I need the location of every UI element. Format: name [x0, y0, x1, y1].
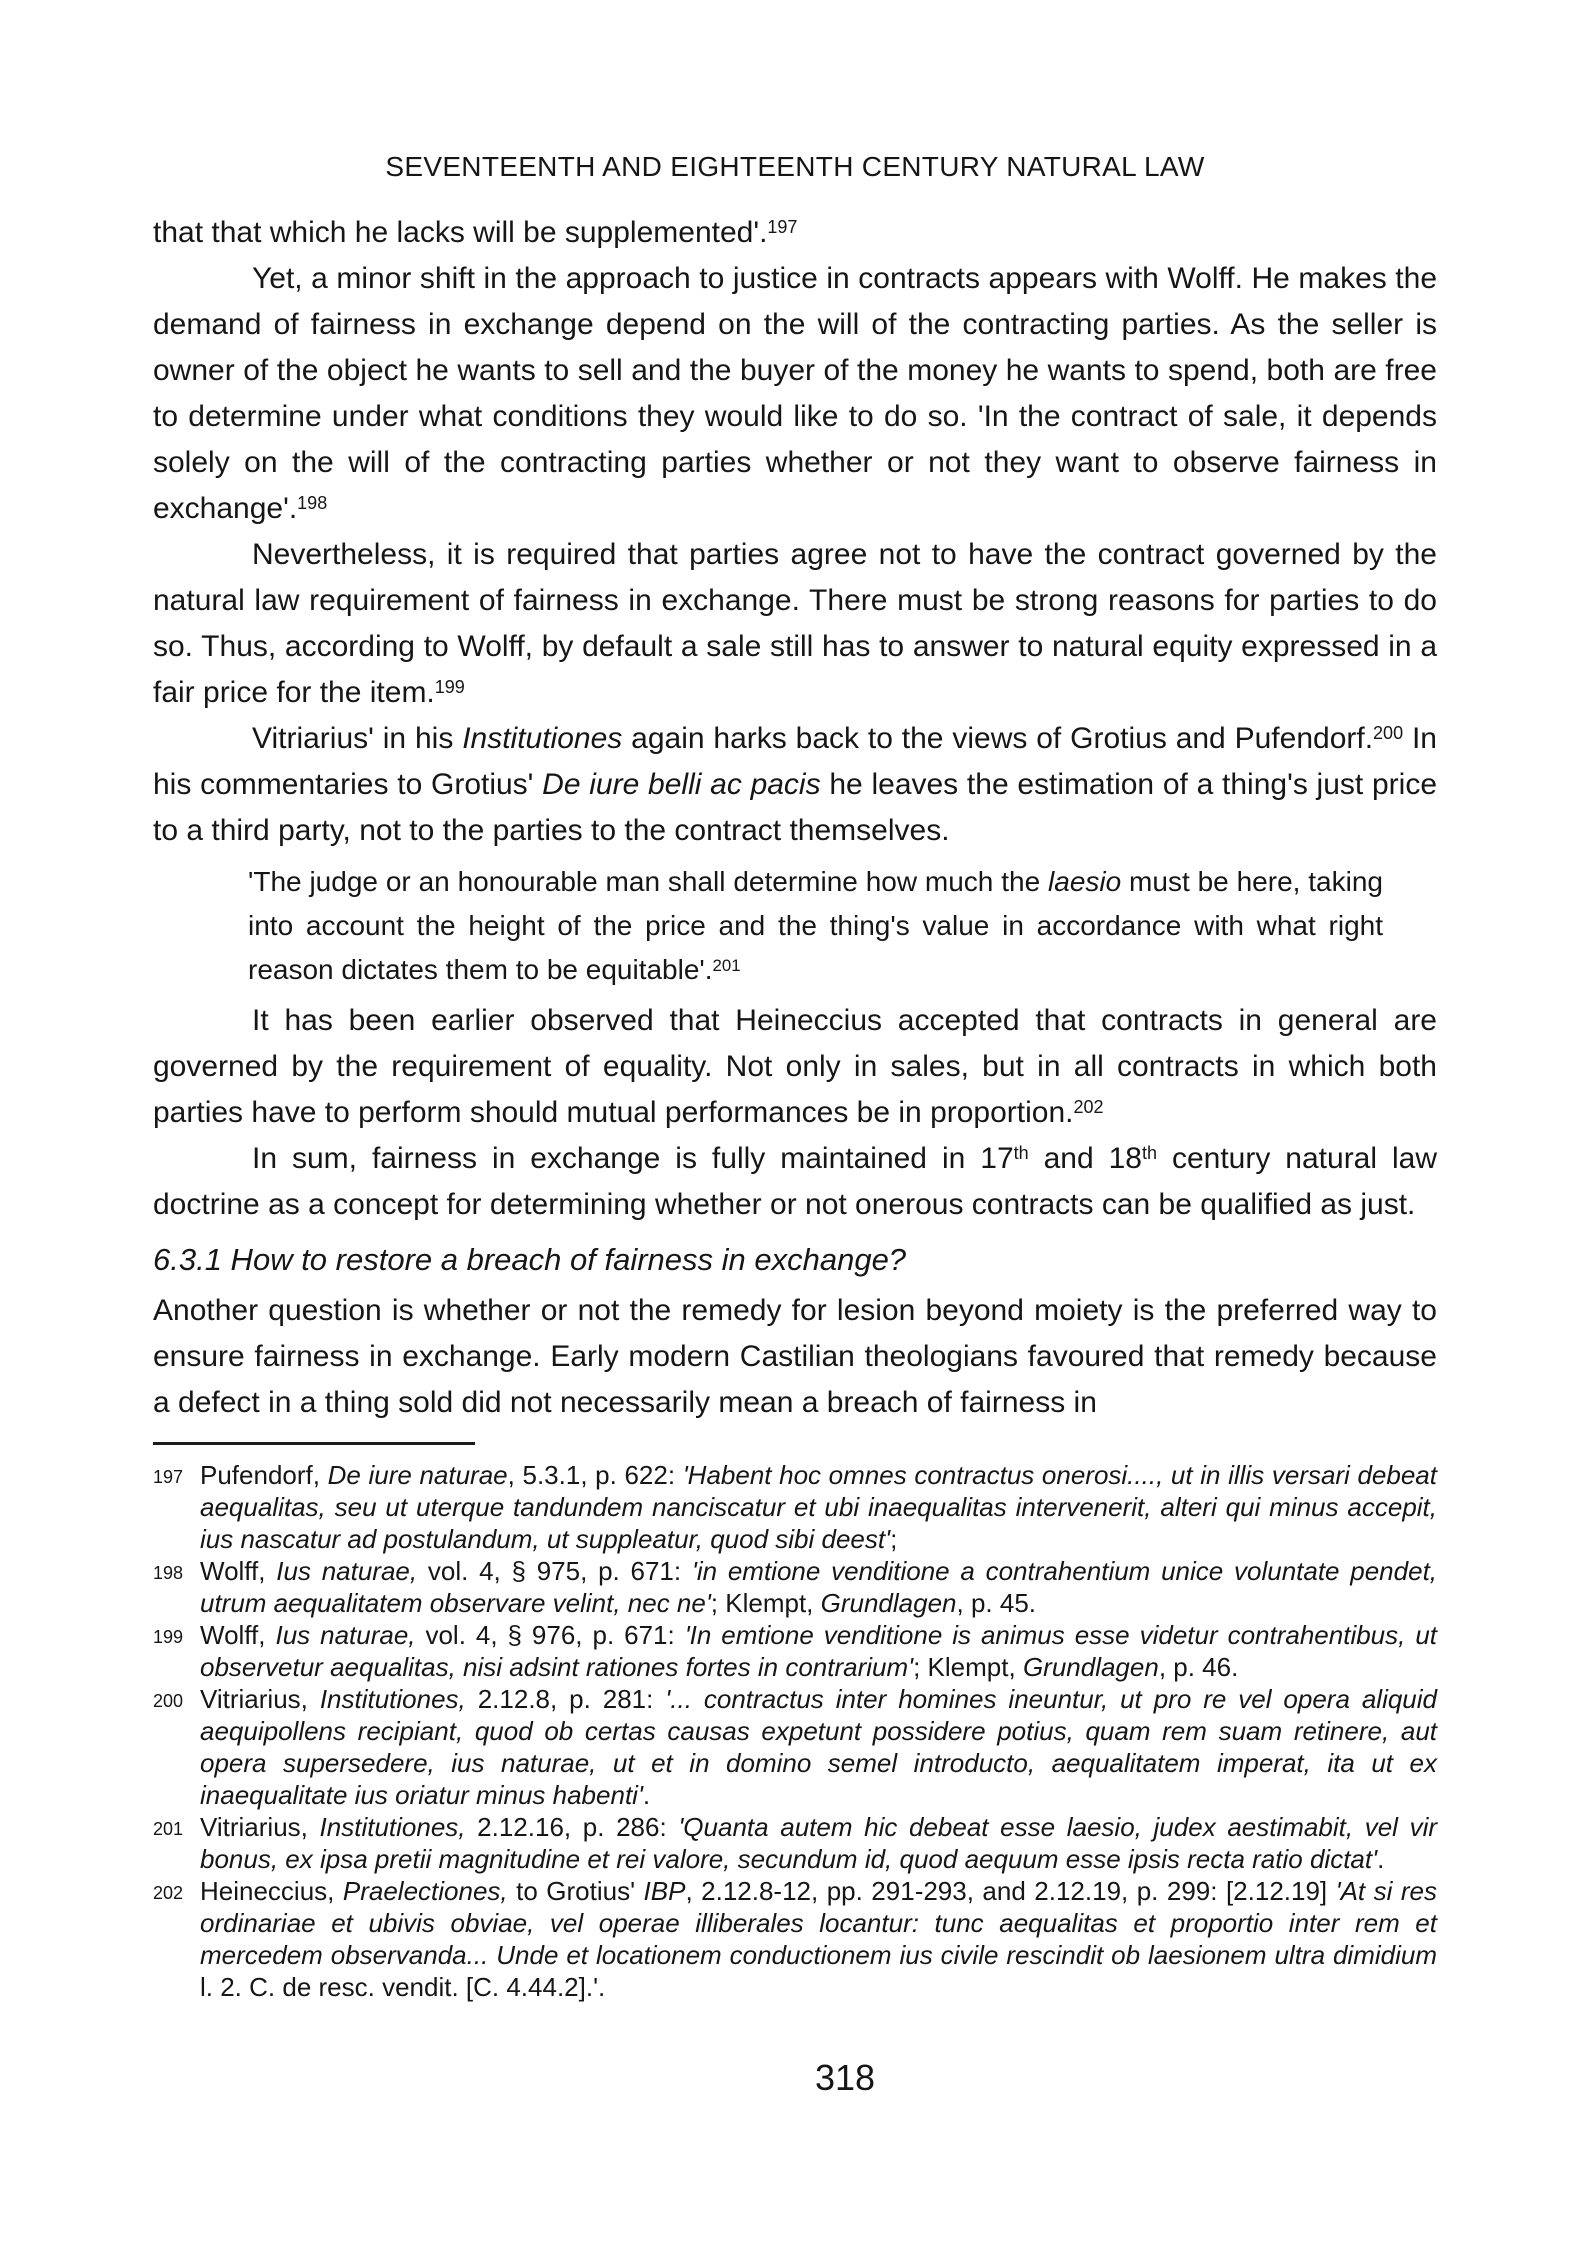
- footnote-text: Wolff, Ius naturae, vol. 4, § 975, p. 671: 'in emtione venditione a contrahentium unice voluntate pendet, utrum aequalitatem observare velint, nec ne'; Klempt, Grundlagen, p. 45.: [200, 1556, 1438, 1618]
- footnote-text: Vitriarius, Institutiones, 2.12.16, p. 286: 'Quanta autem hic debeat esse laesio, judex aestimabit, vel vir bonus, ex ipsa pretii magnitudine et rei valore, secundum id, quod aequum esse ipsis recta ratio dictat'.: [200, 1812, 1438, 1874]
- page-number: 318: [814, 2057, 876, 2098]
- footnotes-list: [153, 1459, 1437, 2003]
- footnote-item: [153, 1459, 1437, 1555]
- footnote-number: 200: [153, 1691, 184, 1711]
- footnote-text: Vitriarius, Institutiones, 2.12.8, p. 281: '... contractus inter homines ineuntur, ut pro re vel opera aliquid aequipollens recipiant, quod ob certas causas expetunt possidere potius, quam rem suam retinere, aut opera supersedere, ius naturae, ut et in domino semel introducto, aequalitatem imperat, ita ut ex inaequalitate ius oriatur minus habenti'.: [200, 1684, 1437, 1810]
- footnote-number: 202: [153, 1883, 184, 1903]
- page-content: [153, 0, 1437, 2003]
- footnote-item: [153, 1683, 1437, 1811]
- footnote-text: Pufendorf, De iure naturae, 5.3.1, p. 622: 'Habent hoc omnes contractus onerosi...., ut in illis versari debeat aequalitas, seu ut uterque tandundem nanciscatur et ubi inaequalitas intervenerit, alteri qui minus accepit, ius nascatur ad postulandum, ut suppleatur, quod sibi deest';: [200, 1460, 1437, 1554]
- running-header: SEVENTEENTH AND EIGHTEENTH CENTURY NATURAL LAW: [385, 151, 1205, 182]
- paragraph: Nevertheless, it is required that parties agree not to have the contract governed by the natural law requirement of fairness in exchange. There must be strong reasons for parties to do so. Thus, according to Wolff, by default a sale still has to answer to natural equity expressed in a fair price for the item.$^{199}$: [153, 538, 1437, 709]
- footnote-number: 201: [153, 1819, 184, 1839]
- paragraph-continuation: that that which he lacks will be supplemented'.$^{197}$: [153, 216, 798, 249]
- paragraph: In sum, fairness in exchange is fully maintained in 17th and 18th century natural law doctrine as a concept for determining whether or not onerous contracts can be qualified as just.: [153, 1142, 1438, 1221]
- footnote-item: [153, 1875, 1437, 2003]
- block-quote: 'The judge or an honourable man shall determine how much the laesio must be here, taking into account the height of the price and the thing's value in accordance with what right reason dictates them to be equitable'.$^{201}$: [248, 866, 1383, 985]
- paragraph: Yet, a minor shift in the approach to justice in contracts appears with Wolff. He makes the demand of fairness in exchange depend on the will of the contracting parties. As the seller is owner of the object he wants to sell and the buyer of the money he wants to spend, both are free to determine under what conditions they would like to do so. 'In the contract of sale, it depends solely on the will of the contracting parties whether or not they want to observe fairness in exchange'.$^{198}$: [153, 262, 1437, 525]
- section-heading: 6.3.1 How to restore a breach of fairness in exchange?: [153, 1242, 907, 1277]
- body-text: [153, 210, 1437, 2003]
- footnote-divider: [153, 1442, 475, 1445]
- footnote-item: [153, 1555, 1437, 1619]
- footnote-item: [153, 1811, 1437, 1875]
- paragraph: Another question is whether or not the remedy for lesion beyond moiety is the preferred way to ensure fairness in exchange. Early modern Castilian theologians favoured that remedy because a defect in a thing sold did not necessarily mean a breach of fairness in: [153, 1294, 1437, 1419]
- footnote-number: 198: [153, 1563, 184, 1583]
- footnote-number: 197: [153, 1467, 184, 1487]
- footnote-text: Wolff, Ius naturae, vol. 4, § 976, p. 671: 'In emtione venditione is animus esse videtur contrahentibus, ut observetur aequalitas, nisi adsint rationes fortes in contrarium'; Klempt, Grundlagen, p. 46.: [200, 1620, 1438, 1682]
- paragraph: It has been earlier observed that Heineccius accepted that contracts in general are governed by the requirement of equality. Not only in sales, but in all contracts in which both parties have to perform should mutual performances be in proportion.$^{202}$: [153, 1004, 1437, 1129]
- footnote-item: [153, 1619, 1437, 1683]
- paragraph: Vitriarius' in his Institutiones again harks back to the views of Grotius and Pufendorf.$^{200}$ In his commentaries to Grotius' De iure belli ac pacis he leaves the estimation of a thing's just price to a third party, not to the parties to the contract themselves.: [153, 722, 1438, 847]
- footnote-text: Heineccius, Praelectiones, to Grotius' IBP, 2.12.8-12, pp. 291-293, and 2.12.19, p. 299: [2.12.19] 'At si res ordinariae et ubivis obviae, vel operae illiberales locantur: tunc aequalitas et proportio inter rem et mercedem observanda... Unde et locationem conductionem ius civile rescindit ob laesionem ultra dimidium l. 2. C. de resc. vendit. [C. 4.44.2].'.: [200, 1876, 1437, 2002]
- footnote-number: 199: [153, 1627, 184, 1647]
